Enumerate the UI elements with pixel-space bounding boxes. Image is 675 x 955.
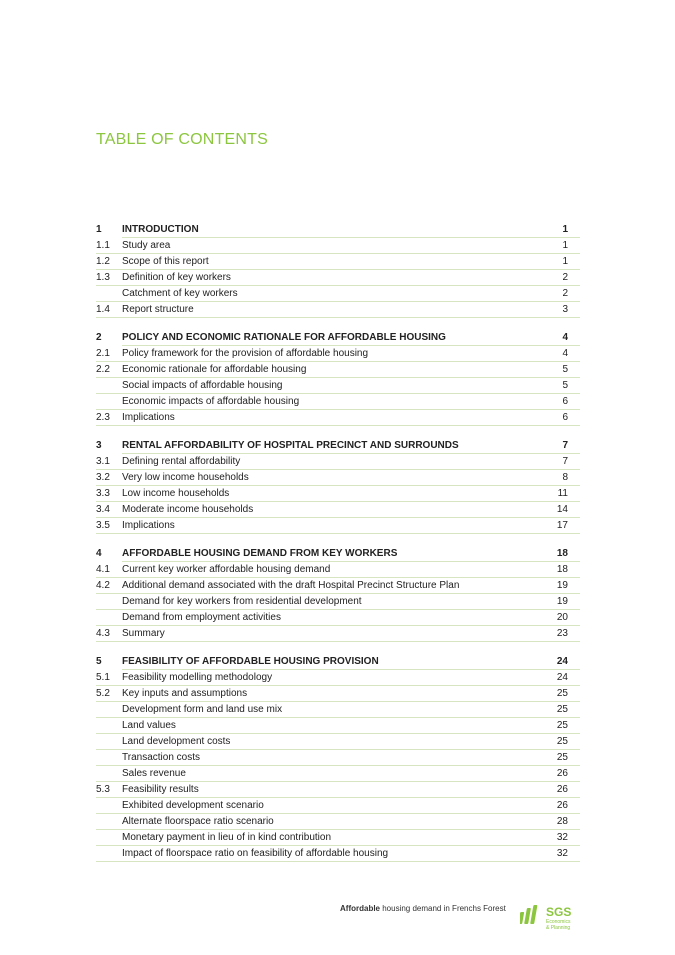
toc-entry-line [122, 286, 580, 302]
toc-entry-label: RENTAL AFFORDABILITY OF HOSPITAL PRECINCT AND SURROUNDS [122, 440, 459, 451]
logo-mark-icon [520, 905, 537, 924]
toc-entry[interactable] [96, 470, 580, 486]
toc-entry-page: 26 [556, 768, 568, 779]
toc-entry-number: 3.2 [96, 472, 110, 483]
toc-entry[interactable] [96, 486, 580, 502]
toc-entry-number: 4.3 [96, 628, 110, 639]
toc-entry-label: Demand for key workers from residential development [122, 596, 362, 607]
toc-entry-page: 11 [557, 488, 568, 499]
toc-entry-line [122, 782, 580, 798]
divider [96, 425, 122, 426]
toc-entry-line [122, 546, 580, 562]
toc-entry-number: 3.4 [96, 504, 110, 515]
toc-entry-page: 8 [562, 472, 568, 483]
toc-entry-line [122, 686, 580, 702]
toc-entry[interactable] [96, 782, 580, 798]
toc-entry-page: 1 [562, 256, 568, 267]
toc-section-heading[interactable] [96, 438, 580, 454]
toc-section-heading[interactable] [96, 222, 580, 238]
toc-entry-line [122, 362, 580, 378]
toc-entry-label: Social impacts of affordable housing [122, 380, 283, 391]
toc-entry-number: 3.1 [96, 456, 110, 467]
toc-entry-page: 18 [556, 564, 568, 575]
toc-entry-line [122, 654, 580, 670]
toc-entry-label: Implications [122, 412, 175, 423]
footer-text [340, 904, 506, 913]
toc-entry[interactable] [96, 766, 580, 782]
toc-entry-number: 5.1 [96, 672, 110, 683]
toc-entry-label: Additional demand associated with the draft Hospital Precinct Structure Plan [122, 580, 460, 591]
toc-entry[interactable] [96, 270, 580, 286]
toc-entry-label: Land values [122, 720, 176, 731]
toc-entry-number: 5.2 [96, 688, 110, 699]
toc-entry[interactable] [96, 830, 580, 846]
toc-entry[interactable] [96, 798, 580, 814]
toc-entry-line [122, 750, 580, 766]
toc-entry-line [122, 766, 580, 782]
toc-entry-line [122, 486, 580, 502]
toc-entry-label: Defining rental affordability [122, 456, 241, 467]
toc-entry-label: Economic rationale for affordable housing [122, 364, 307, 375]
toc-entry-page: 7 [562, 440, 568, 451]
toc-entry[interactable] [96, 254, 580, 270]
toc-entry-line [122, 626, 580, 642]
toc-entry-page: 6 [562, 396, 568, 407]
logo-line2: & Planning [546, 925, 571, 930]
toc-section [96, 654, 580, 862]
toc-section [96, 222, 580, 318]
toc-entry[interactable] [96, 734, 580, 750]
toc-entry-number: 1.1 [96, 240, 110, 251]
toc-entry-page: 25 [556, 720, 568, 731]
table-of-contents [96, 222, 580, 874]
toc-entry-label: Feasibility modelling methodology [122, 672, 273, 683]
toc-entry-label: Key inputs and assumptions [122, 688, 248, 699]
toc-entry-line [122, 610, 580, 626]
sgs-logo [520, 902, 580, 930]
toc-entry-page: 6 [562, 412, 568, 423]
toc-entry-page: 25 [556, 752, 568, 763]
toc-entry-line [122, 222, 580, 238]
logo-name: SGS [546, 905, 572, 919]
toc-entry-label: Demand from employment activities [122, 612, 281, 623]
toc-entry-line [122, 594, 580, 610]
toc-entry-line [122, 702, 580, 718]
toc-entry-number: 4.1 [96, 564, 110, 575]
toc-entry-label: Sales revenue [122, 768, 186, 779]
toc-entry[interactable] [96, 502, 580, 518]
toc-entry[interactable] [96, 594, 580, 610]
toc-entry-line [122, 814, 580, 830]
toc-entry-page: 32 [556, 848, 568, 859]
toc-entry-number: 5.3 [96, 784, 110, 795]
toc-entry-page: 3 [562, 304, 568, 315]
toc-entry-label: POLICY AND ECONOMIC RATIONALE FOR AFFORDABLE HOUSING [122, 332, 446, 343]
toc-entry-number: 1.3 [96, 272, 110, 283]
toc-entry-label: Alternate floorspace ratio scenario [122, 816, 274, 827]
toc-entry-line [122, 454, 580, 470]
toc-entry[interactable] [96, 562, 580, 578]
toc-entry[interactable] [96, 394, 580, 410]
toc-entry-label: Scope of this report [122, 256, 209, 267]
toc-entry-line [122, 798, 580, 814]
toc-section-heading[interactable] [96, 546, 580, 562]
toc-entry-label: Development form and land use mix [122, 704, 283, 715]
toc-entry-number: 3.3 [96, 488, 110, 499]
toc-entry-page: 17 [556, 520, 568, 531]
toc-entry-number: 2.2 [96, 364, 110, 375]
logo-line1: Economics [546, 919, 571, 925]
toc-entry[interactable] [96, 362, 580, 378]
toc-entry-page: 7 [562, 456, 568, 467]
toc-entry[interactable] [96, 750, 580, 766]
toc-section [96, 330, 580, 426]
toc-entry-label: Definition of key workers [122, 272, 231, 283]
toc-entry-line [122, 718, 580, 734]
toc-entry-line [122, 270, 580, 286]
toc-entry-number: 2 [96, 332, 102, 343]
toc-entry-label: FEASIBILITY OF AFFORDABLE HOUSING PROVISION [122, 656, 379, 667]
toc-entry[interactable] [96, 846, 580, 862]
toc-entry[interactable] [96, 578, 580, 594]
toc-entry-page: 24 [556, 656, 568, 667]
toc-entry-page: 25 [556, 736, 568, 747]
divider [96, 861, 122, 862]
toc-entry-page: 28 [556, 816, 568, 827]
toc-entry-number: 1.2 [96, 256, 110, 267]
toc-entry-label: Economic impacts of affordable housing [122, 396, 300, 407]
toc-entry-page: 14 [556, 504, 568, 515]
toc-entry[interactable] [96, 610, 580, 626]
toc-entry-line [122, 502, 580, 518]
toc-entry-page: 32 [556, 832, 568, 843]
toc-entry-number: 2.1 [96, 348, 110, 359]
toc-entry-page: 25 [556, 704, 568, 715]
toc-entry-line [122, 518, 580, 534]
toc-entry-label: Feasibility results [122, 784, 199, 795]
toc-entry-line [122, 346, 580, 362]
toc-entry-page: 23 [556, 628, 568, 639]
toc-entry-label: Land development costs [122, 736, 231, 747]
toc-entry-line [122, 378, 580, 394]
toc-entry-page: 25 [556, 688, 568, 699]
toc-entry-number: 5 [96, 656, 102, 667]
toc-entry-label: Transaction costs [122, 752, 200, 763]
toc-entry-label: Current key worker affordable housing demand [122, 564, 331, 575]
toc-entry-page: 20 [556, 612, 568, 623]
toc-entry-line [122, 254, 580, 270]
toc-entry-page: 5 [562, 364, 568, 375]
toc-entry-line [122, 830, 580, 846]
toc-entry-page: 2 [562, 288, 568, 299]
toc-entry[interactable] [96, 346, 580, 362]
toc-entry-line [122, 330, 580, 346]
toc-entry-number: 1.4 [96, 304, 110, 315]
divider [96, 533, 122, 534]
toc-entry[interactable] [96, 286, 580, 302]
toc-entry-line [122, 410, 580, 426]
toc-entry-number: 3.5 [96, 520, 110, 531]
toc-entry[interactable] [96, 302, 580, 318]
toc-entry[interactable] [96, 410, 580, 426]
toc-entry-label: AFFORDABLE HOUSING DEMAND FROM KEY WORKERS [122, 548, 398, 559]
divider [96, 641, 122, 642]
toc-entry[interactable] [96, 814, 580, 830]
toc-entry-label: INTRODUCTION [122, 224, 199, 235]
toc-entry-label: Impact of floorspace ratio on feasibility of affordable housing [122, 848, 389, 859]
toc-entry-page: 4 [562, 348, 568, 359]
toc-entry-line [122, 734, 580, 750]
toc-entry-line [122, 438, 580, 454]
toc-section [96, 438, 580, 534]
toc-entry-page: 2 [562, 272, 568, 283]
toc-entry-label: Very low income households [122, 472, 249, 483]
toc-entry[interactable] [96, 378, 580, 394]
toc-entry-page: 19 [556, 580, 568, 591]
toc-entry[interactable] [96, 702, 580, 718]
toc-entry[interactable] [96, 454, 580, 470]
toc-entry-page: 18 [556, 548, 568, 559]
toc-entry-line [122, 846, 580, 862]
toc-entry-line [122, 562, 580, 578]
toc-entry-line [122, 302, 580, 318]
toc-entry-label: Monetary payment in lieu of in kind contribution [122, 832, 332, 843]
toc-entry[interactable] [96, 718, 580, 734]
toc-entry-number: 4 [96, 548, 102, 559]
toc-entry-label: Low income households [122, 488, 230, 499]
toc-entry[interactable] [96, 238, 580, 254]
toc-entry-page: 26 [556, 800, 568, 811]
toc-entry[interactable] [96, 670, 580, 686]
toc-entry-line [122, 394, 580, 410]
toc-entry[interactable] [96, 626, 580, 642]
toc-entry-line [122, 470, 580, 486]
toc-section [96, 546, 580, 642]
toc-entry-number: 4.2 [96, 580, 110, 591]
toc-entry-label: Study area [122, 240, 171, 251]
page-title: TABLE OF CONTENTS [96, 131, 269, 148]
footer-bold: Affordable [340, 904, 380, 913]
divider [96, 317, 122, 318]
toc-entry-label: Summary [122, 628, 165, 639]
toc-entry-page: 19 [556, 596, 568, 607]
toc-section-heading[interactable] [96, 330, 580, 346]
toc-entry-page: 5 [562, 380, 568, 391]
toc-entry-page: 4 [562, 332, 568, 343]
toc-entry[interactable] [96, 686, 580, 702]
toc-entry-line [122, 670, 580, 686]
toc-entry-line [122, 578, 580, 594]
toc-entry-page: 26 [556, 784, 568, 795]
toc-entry-label: Policy framework for the provision of affordable housing [122, 348, 369, 359]
toc-section-heading[interactable] [96, 654, 580, 670]
toc-entry-page: 24 [556, 672, 568, 683]
toc-entry-line [122, 238, 580, 254]
toc-entry-label: Moderate income households [122, 504, 254, 515]
toc-entry-label: Implications [122, 520, 175, 531]
toc-entry-number: 1 [96, 224, 102, 235]
toc-entry-label: Report structure [122, 304, 194, 315]
toc-entry-label: Catchment of key workers [122, 288, 238, 299]
footer-rest: housing demand in Frenchs Forest [380, 904, 506, 913]
toc-entry-number: 3 [96, 440, 102, 451]
toc-entry-page: 1 [562, 240, 568, 251]
toc-entry-page: 1 [562, 224, 568, 235]
toc-entry[interactable] [96, 518, 580, 534]
toc-entry-number: 2.3 [96, 412, 110, 423]
toc-entry-label: Exhibited development scenario [122, 800, 264, 811]
